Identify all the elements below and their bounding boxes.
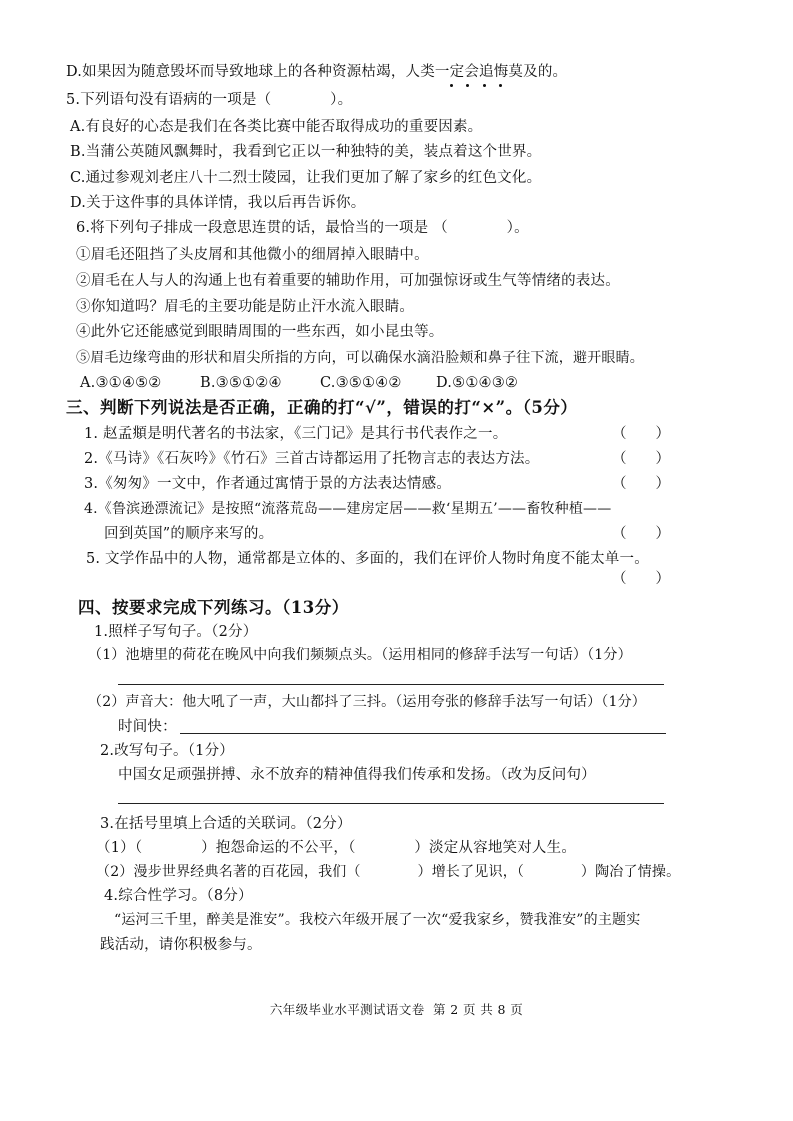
emphasis-dot xyxy=(483,84,486,87)
q6-sentence-2: ②眉毛在人与人的沟通上也有着重要的辅助作用，可加强惊讶或生气等情绪的表达。 xyxy=(76,273,620,289)
practice-1-title: 1.照样子写句子。（2分） xyxy=(94,624,258,640)
q6-sentence-5: ⑤眉毛边缘弯曲的形状和眉尖所指的方向，可以确保水滴沿脸颊和鼻子往下流，避开眼睛。 xyxy=(76,350,644,366)
emphasis-dot xyxy=(450,84,453,87)
judge-item-1: 1. 赵孟頫是明代著名的书法家，《三门记》是其行书代表作之一。 xyxy=(84,426,508,442)
practice-4-title: 4.综合性学习。（8分） xyxy=(104,888,253,904)
answer-line-1b[interactable] xyxy=(180,733,666,734)
q6-choice-d: D.⑤①④③② xyxy=(436,375,519,391)
q5-option-d: D.关于这件事的具体详情，我以后再告诉你。 xyxy=(70,195,366,211)
judge-answer-5[interactable]: （ ） xyxy=(612,571,670,587)
practice-3-b: （2）漫步世界经典名著的百花园，我们（ ）增长了见识，（ ）陶冶了情操。 xyxy=(96,864,681,880)
q5-option-a: A.有良好的心态是我们在各类比赛中能否取得成功的重要因素。 xyxy=(70,119,483,135)
practice-1-b: （2）声音大：他大吼了一声，大山都抖了三抖。（运用夸张的修辞手法写一句话）（1分） xyxy=(88,694,647,710)
judge-item-2: 2.《马诗》《石灰吟》《竹石》三首古诗都运用了托物言志的表达方法。 xyxy=(84,451,540,467)
q6-choice-b: B.③⑤①②④ xyxy=(200,375,282,391)
q5-option-c: C.通过参观刘老庄八十二烈士陵园，让我们更加了解了家乡的红色文化。 xyxy=(70,170,542,186)
judge-answer-1[interactable]: （ ） xyxy=(612,426,670,442)
practice-2-title: 2.改写句子。（1分） xyxy=(100,743,235,759)
practice-2-sentence: 中国女足顽强拼搏、永不放弃的精神值得我们传承和发扬。（改为反问句） xyxy=(118,767,596,783)
q5-option-b: B.当蒲公英随风飘舞时，我看到它正以一种独特的美，装点着这个世界。 xyxy=(70,144,542,160)
judge-item-5: 5. 文学作品中的人物，通常都是立体的、多面的，我们在评价人物时角度不能太单一。 xyxy=(86,551,649,567)
judge-item-4-cont: 回到英国”的顺序来写的。 xyxy=(104,526,274,542)
section-4-heading: 四、按要求完成下列练习。（13分） xyxy=(78,598,349,617)
judge-answer-4[interactable]: （ ） xyxy=(612,526,670,542)
section-3-heading: 三、判断下列说法是否正确，正确的打“√”，错误的打“×”。（5分） xyxy=(66,398,578,417)
answer-line-1a[interactable] xyxy=(118,684,664,685)
judge-answer-3[interactable]: （ ） xyxy=(612,476,670,492)
practice-4-text-line1: “运河三千里，醉美是淮安”。我校六年级开展了一次“爱我家乡，赞我淮安”的主题实 xyxy=(114,912,641,928)
judge-answer-2[interactable]: （ ） xyxy=(612,451,670,467)
q6-stem: 6.将下列句子排成一段意思连贯的话，最恰当的一项是 （ ）。 xyxy=(76,220,529,236)
footer-page-number: 第 2 页 共 8 页 xyxy=(433,1002,524,1017)
q6-choice-a: A.③①④⑤② xyxy=(80,375,162,391)
q6-sentence-4: ④此外它还能感觉到眼睛周围的一些东西，如小昆虫等。 xyxy=(76,324,444,340)
practice-1-b-prompt: 时间快： xyxy=(118,719,177,735)
judge-item-3: 3.《匆匆》一文中，作者通过寓情于景的方法表达情感。 xyxy=(84,476,452,492)
q4-option-d: D.如果因为随意毁坏而导致地球上的各种资源枯竭，人类一定会追悔莫及的。 xyxy=(66,64,568,80)
judge-item-4: 4.《鲁滨逊漂流记》是按照“流落荒岛——建房定居——救‘星期五’——畜牧种植—— xyxy=(84,501,612,517)
footer-title: 六年级毕业水平测试语文卷 xyxy=(269,1002,425,1017)
answer-line-2[interactable] xyxy=(118,803,664,804)
practice-3-a: （1）（ ）抱怨命运的不公平，（ ）淡定从容地笑对人生。 xyxy=(96,840,577,856)
q5-stem: 5.下列语句没有语病的一项是（ ）。 xyxy=(66,92,353,108)
q6-sentence-3: ③你知道吗？眉毛的主要功能是防止汗水流入眼睛。 xyxy=(76,299,415,315)
q6-sentence-1: ①眉毛还阻挡了头皮屑和其他微小的细屑掉入眼睛中。 xyxy=(76,247,429,263)
page-footer xyxy=(0,1000,793,1018)
emphasis-dot xyxy=(499,84,502,87)
q6-choice-c: C.③⑤①④② xyxy=(320,375,402,391)
practice-1-a: （1）池塘里的荷花在晚风中向我们频频点头。（运用相同的修辞手法写一句话）（1分） xyxy=(88,647,632,663)
practice-4-text-line2: 践活动，请你积极参与。 xyxy=(100,937,262,953)
practice-3-title: 3.在括号里填上合适的关联词。（2分） xyxy=(100,816,352,832)
emphasis-dot xyxy=(466,84,469,87)
